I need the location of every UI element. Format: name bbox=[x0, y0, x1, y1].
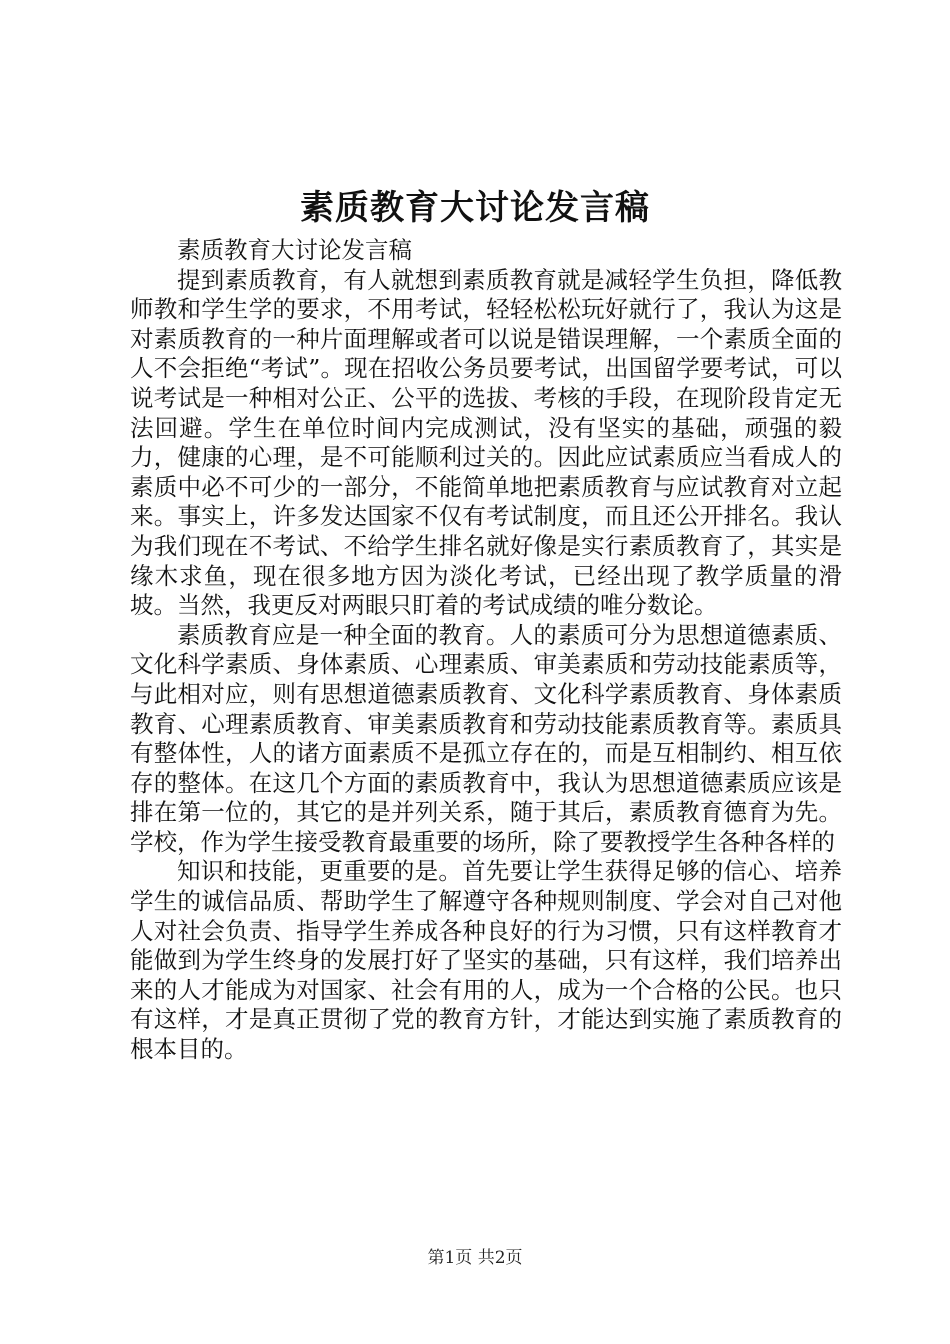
paragraph-heading: 素质教育大讨论发言稿 bbox=[177, 236, 412, 264]
page-number: 第1页 共2页 bbox=[427, 1248, 523, 1268]
paragraph-knowledge-skills: 知识和技能，更重要的是。首先要让学生获得足够的信心、培养学生的诚信品质、帮助学生了解遵守各种规则制度、学会对自己对他人对社会负责、指导学生养成各种良好的行为习惯，只有这样教育才能做到为学生终身的发展打好了坚实的基础，只有这样，我们培养出来的人才能成为对国家、社会有用的人，成为一个合格的公民。也只有这样，才是真正贯彻了党的教育方针，才能达到实施了素质教育的根本目的。 bbox=[130, 857, 842, 1064]
page-footer bbox=[0, 1243, 950, 1268]
document-title: 素质教育大讨论发言稿 bbox=[300, 188, 650, 228]
paragraph-exam-view: 提到素质教育，有人就想到素质教育就是减轻学生负担，降低教师教和学生学的要求，不用考试，轻轻松松玩好就行了，我认为这是对素质教育的一种片面理解或者可以说是错误理解，一个素质全面的人不会拒绝“考试”。现在招收公务员要考试，出国留学要考试，可以说考试是一种相对公正、公平的选拔、考核的手段，在现阶段肯定无法回避。学生在单位时间内完成测试，没有坚实的基础，顽强的毅力，健康的心理，是不可能顺利过关的。因此应试素质应当看成人的素质中必不可少的一部分，不能简单地把素质教育与应试教育对立起来。事实上，许多发达国家不仅有考试制度，而且还公开排名。我认为我们现在不考试、不给学生排名就好像是实行素质教育了，其实是缘木求鱼，现在很多地方因为淡化考试，已经出现了教学质量的滑坡。当然，我更反对两眼只盯着的考试成绩的唯分数论。 bbox=[130, 265, 842, 620]
document-body bbox=[130, 236, 842, 1065]
paragraph-comprehensive-education: 素质教育应是一种全面的教育。人的素质可分为思想道德素质、文化科学素质、身体素质、心理素质、审美素质和劳动技能素质等，与此相对应，则有思想道德素质教育、文化科学素质教育、身体素质教育、心理素质教育、审美素质教育和劳动技能素质教育等。素质具有整体性，人的诸方面素质不是孤立存在的，而是互相制约、相互依存的整体。在这几个方面的素质教育中，我认为思想道德素质应该是排在第一位的，其它的是并列关系，随于其后，素质教育德育为先。学校，作为学生接受教育最重要的场所，除了要教授学生各种各样的 bbox=[130, 620, 842, 856]
